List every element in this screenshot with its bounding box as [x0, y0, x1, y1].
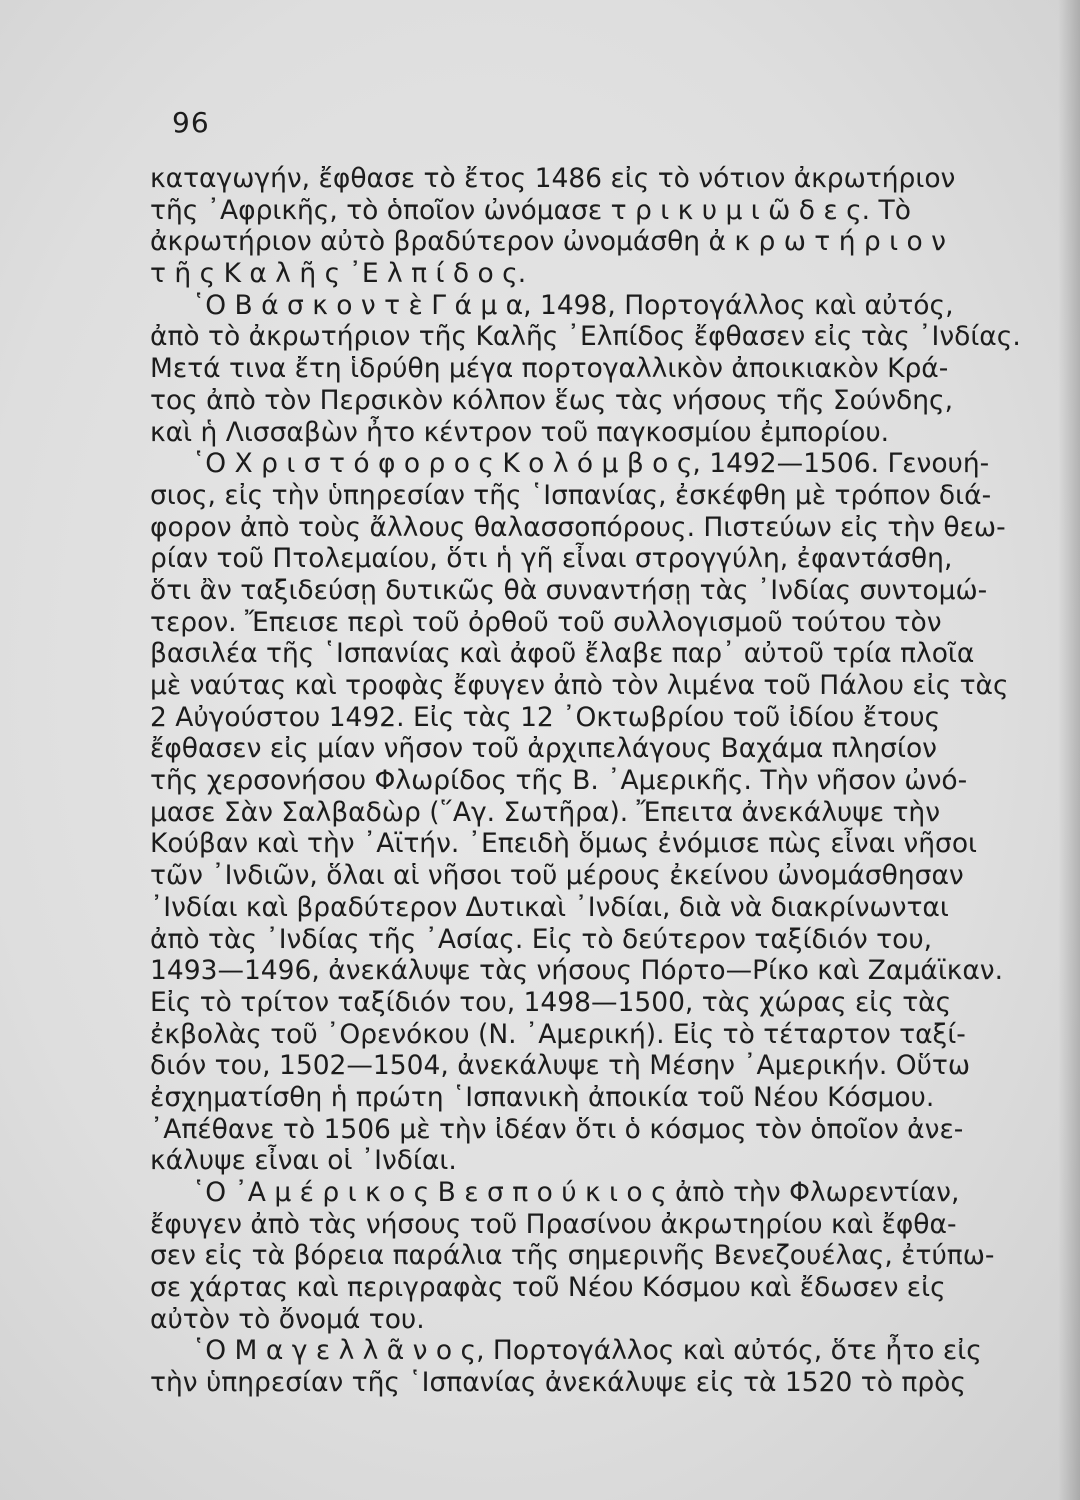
text-line: διόν του, 1502—1504, ἀνεκάλυψε τὴ Μέσην ᾿Αμερικήν. Οὕτω [150, 1050, 971, 1082]
paragraph-start-line: ῾Ο Μ α γ ε λ λ ᾶ ν ο ς, Πορτογάλλος καὶ αὐτός, ὅτε ἦτο εἰς [192, 1335, 982, 1367]
text-line: τῆς ᾿Αφρικῆς, τὸ ὁποῖον ὠνόμασε τ ρ ι κ υ μ ι ῶ δ ε ς. Τὸ [150, 194, 911, 226]
text-line: κάλυψε εἶναι οἱ ᾿Ινδίαι. [150, 1145, 457, 1177]
text-line: τὴν ὑπηρεσίαν τῆς ῾Ισπανίας ἀνεκάλυψε εἰς τὰ 1520 τὸ πρὸς [150, 1367, 966, 1399]
text-line: Μετά τινα ἔτη ἱδρύθη μέγα πορτογαλλικὸν ἀποικιακὸν Κρά- [150, 353, 949, 385]
text-line: σε χάρτας καὶ περιγραφὰς τοῦ Νέου Κόσμου καὶ ἔδωσεν εἰς [150, 1272, 946, 1304]
text-line: βασιλέα τῆς ῾Ισπανίας καὶ ἀφοῦ ἔλαβε παρ᾿ αὐτοῦ τρία πλοῖα [150, 638, 975, 670]
text-line: ρίαν τοῦ Πτολεμαίου, ὅτι ἡ γῆ εἶναι στρογγύλη, ἐφαντάσθη, [150, 543, 953, 575]
paragraph-start-line: ῾Ο Β ά σ κ ο ν τ ὲ Γ ά μ α, 1498, Πορτογάλλος καὶ αὐτός, [192, 289, 954, 321]
paragraph-start-line: ῾Ο Χ ρ ι σ τ ό φ ο ρ ο ς Κ ο λ ό μ β ο ς, 1492—1506. Γενουή- [192, 448, 990, 480]
paragraph-start-line: ῾Ο ᾿Α μ έ ρ ι κ ο ς Β ε σ π ο ύ κ ι ο ς ἀπὸ τὴν Φλωρεντίαν, [192, 1177, 960, 1208]
text-line: Κούβαν καὶ τὴν ᾿Αϊτήν. ᾿Επειδὴ ὅμως ἐνόμισε πὼς εἶναι νῆσοι [150, 828, 977, 860]
text-line: Εἰς τὸ τρίτον ταξίδιόν του, 1498—1500, τὰς χώρας εἰς τὰς [150, 986, 952, 1018]
text-line: καταγωγήν, ἔφθασε τὸ ἔτος 1486 εἰς τὸ νότιον ἀκρωτήριον [150, 163, 956, 194]
text-line: μασε Σὰν Σαλβαδὼρ (῞Αγ. Σωτῆρα). Ἔπειτα ἀνεκάλυψε τὴν [150, 796, 941, 828]
text-line: ἔφθασεν εἰς μίαν νῆσον τοῦ ἀρχιπελάγους Βαχάμα πλησίον [150, 733, 937, 765]
text-line: μὲ ναύτας καὶ τροφὰς ἔφυγεν ἀπὸ τὸν λιμένα τοῦ Πάλου εἰς τὰς [150, 670, 1009, 701]
text-line: σεν εἰς τὰ βόρεια παράλια τῆς σημερινῆς Βενεζουέλας, ἐτύπω- [150, 1240, 995, 1272]
text-line: τ ῆ ς Κ α λ ῆ ς ᾿Ε λ π ί δ ο ς. [150, 258, 527, 290]
text-line: 1493—1496, ἀνεκάλυψε τὰς νήσους Πόρτο—Ρίκο καὶ Ζαμάϊκαν. [150, 955, 1004, 987]
text-line: ᾿Ινδίαι καὶ βραδύτερον Δυτικαὶ ᾿Ινδίαι, διὰ νὰ διακρίνωνται [150, 891, 949, 923]
text-line: ἐκβολὰς τοῦ ᾿Ορενόκου (Ν. ᾿Αμερική). Εἰς τὸ τέταρτον ταξί- [150, 1018, 966, 1050]
text-line: ἐσχηματίσθη ἡ πρώτη ῾Ισπανικὴ ἀποικία τοῦ Νέου Κόσμου. [150, 1081, 935, 1113]
text-line: σιος, εἰς τὴν ὑπηρεσίαν τῆς ῾Ισπανίας, ἐσκέφθη μὲ τρόπον διά- [150, 479, 992, 511]
text-line: τος ἀπὸ τὸν Περσικὸν κόλπον ἕως τὰς νήσους τῆς Σούνδης, [150, 384, 954, 416]
text-line: καὶ ἡ Λισσαβὼν ἦτο κέντρον τοῦ παγκοσμίου ἐμπορίου. [150, 416, 890, 448]
text-line: ἀπὸ τὸ ἀκρωτήριον τῆς Καλῆς ᾿Ελπίδος ἔφθασεν εἰς τὰς ᾿Ινδίας. [150, 321, 1021, 353]
text-line: τερον. Ἔπεισε περὶ τοῦ ὀρθοῦ τοῦ συλλογισμοῦ τούτου τὸν [150, 606, 942, 638]
text-line: ἔφυγεν ἀπὸ τὰς νήσους τοῦ Πρασίνου ἀκρωτηρίου καὶ ἔφθα- [150, 1208, 957, 1240]
text-line: αὐτὸν τὸ ὄνομά του. [150, 1303, 425, 1335]
text-line: 2 Αὐγούστου 1492. Εἰς τὰς 12 ᾿Οκτωβρίου τοῦ ἰδίου ἔτους [150, 701, 941, 733]
body-text [150, 163, 1080, 1399]
text-line: τῶν ᾿Ινδιῶν, ὅλαι αἱ νῆσοι τοῦ μέρους ἐκείνου ὠνομάσθησαν [150, 860, 964, 892]
text-line: ᾿Απέθανε τὸ 1506 μὲ τὴν ἰδέαν ὅτι ὁ κόσμος τὸν ὁποῖον ἀνε- [150, 1113, 964, 1145]
text-line: φορον ἀπὸ τοὺς ἄλλους θαλασσοπόρους. Πιστεύων εἰς τὴν θεω- [150, 511, 1006, 543]
text-line: ἀπὸ τὰς ᾿Ινδίας τῆς ᾿Ασίας. Εἰς τὸ δεύτερον ταξίδιόν του, [150, 923, 933, 955]
text-line: τῆς χερσονήσου Φλωρίδος τῆς Β. ᾿Αμερικῆς. Τὴν νῆσον ὠνό- [150, 765, 968, 797]
text-line: ἀκρωτήριον αὐτὸ βραδύτερον ὠνομάσθη ἀ κ ρ ω τ ή ρ ι ο ν [150, 226, 946, 258]
text-line: ὅτι ἂν ταξιδεύσῃ δυτικῶς θὰ συναντήσῃ τὰς ᾿Ινδίας συντομώ- [150, 574, 988, 606]
page-number: 96 [172, 106, 210, 139]
